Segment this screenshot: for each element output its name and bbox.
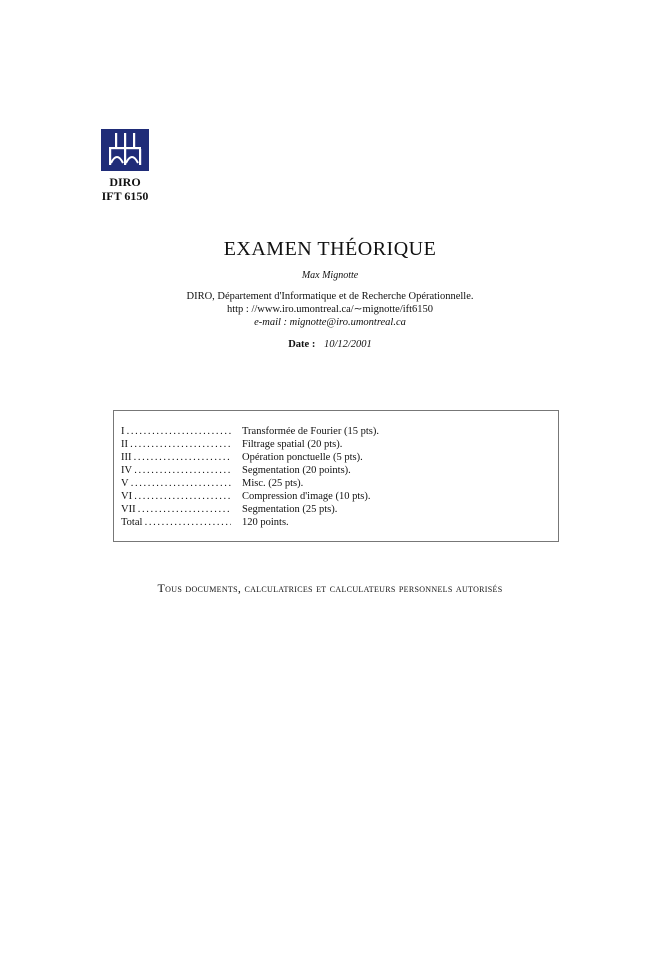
course-code: IFT 6150 xyxy=(101,189,149,203)
points-desc: Transformée de Fourier (15 pts). xyxy=(242,426,379,437)
points-desc: Filtrage spatial (20 pts). xyxy=(242,439,343,450)
points-row-total xyxy=(121,516,551,529)
points-desc: 120 points. xyxy=(242,517,289,528)
diro-logo-icon xyxy=(101,129,149,171)
points-part: IV . . . xyxy=(121,464,231,477)
points-row xyxy=(121,464,551,477)
affiliation-email: e-mail : mignotte@iro.umontreal.ca xyxy=(254,317,406,328)
points-part: Total . . . xyxy=(121,516,231,529)
date-value: 10/12/2001 xyxy=(323,339,372,350)
department-block xyxy=(88,175,162,203)
points-row xyxy=(121,477,551,490)
diro-logo-graphic xyxy=(101,129,149,171)
points-part: VI . . . xyxy=(121,490,231,503)
exam-title: EXAMEN THÉORIQUE xyxy=(223,238,437,260)
points-table xyxy=(113,410,559,542)
affiliation-url: http : //www.iro.umontreal.ca/∼mignotte/ift6150 xyxy=(226,304,434,315)
affiliation-block xyxy=(0,290,660,329)
affiliation-line: DIRO, Département d'Informatique et de Recherche Opérationnelle. xyxy=(186,291,474,302)
points-row xyxy=(121,490,551,503)
points-part: V . . . xyxy=(121,477,231,490)
author-name: Max Mignotte xyxy=(301,270,359,281)
points-desc: Segmentation (20 points). xyxy=(242,465,351,476)
points-desc: Compression d'image (10 pts). xyxy=(242,491,371,502)
points-desc: Misc. (25 pts). xyxy=(242,478,304,489)
points-part: I . . . xyxy=(121,425,231,438)
points-part: III . . . xyxy=(121,451,231,464)
date-label: Date : xyxy=(288,339,316,350)
points-desc: Opération ponctuelle (5 pts). xyxy=(242,452,363,463)
allowed-materials-note: Tous documents, calculatrices et calculateurs personnels autorisés xyxy=(157,581,503,595)
points-part: II . . . xyxy=(121,438,231,451)
points-part: VII . . . xyxy=(121,503,231,516)
department-name: DIRO xyxy=(109,175,141,189)
points-row xyxy=(121,438,551,451)
points-row xyxy=(121,451,551,464)
points-desc: Segmentation (25 pts). xyxy=(242,504,338,515)
points-row xyxy=(121,425,551,438)
date-line xyxy=(0,339,660,350)
points-row xyxy=(121,503,551,516)
